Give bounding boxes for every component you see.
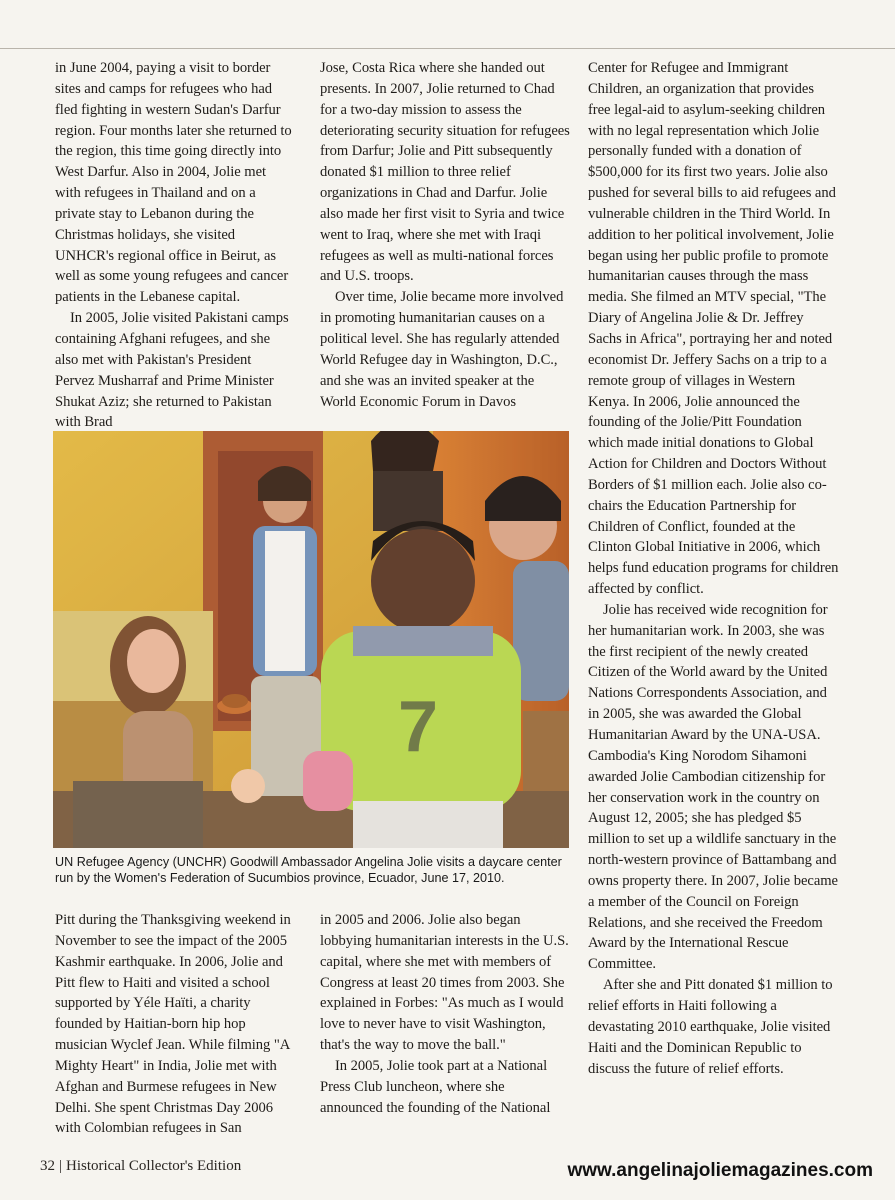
publication-name: Historical Collector's Edition <box>66 1158 242 1174</box>
paragraph: Center for Refugee and Immigrant Children, an organization that provides free legal-aid to asylum-seeking children with no legal representation which Jolie personally funded with a donation of $500,000 for its first two years. Jolie also pushed for several bills to aid refugees and vulnerable children in the Third World. In addition to her political involvement, Jolie began using her public profile to promote humanitarian causes through the mass media. She filmed an MTV special, "The Diary of Angelina Jolie & Dr. Jeffrey Sachs in Africa", portraying her and noted economist Dr. Jeffery Sachs on a trip to a remote group of villages in Western Kenya. In 2006, Jolie announced the founding of the Jolie/Pitt Foundation which made initial donations to Global Action for Children and Doctors Without Borders of $1 million each. Jolie also co-chairs the Education Partnership for Children of Conflict, founded at the Clinton Global Initiative in 2006, which helps fund education programs for children affected by conflict. <box>588 60 839 598</box>
page-footer <box>40 1158 241 1175</box>
column-3 <box>588 58 840 1079</box>
daycare-photo-illustration <box>53 431 569 848</box>
paragraph: In 2005, Jolie took part at a National Press Club luncheon, where she announced the founding of the National <box>320 1057 551 1116</box>
paragraph: Jolie has received wide recognition for her humanitarian work. In 2003, she was the first recipient of the newly created Citizen of the World award by the United Nations Correspondents Association, and in 2005, she was awarded the Global Humanitarian Award by the UNA-USA. Cambodia's King Norodom Sihamoni awarded Jolie Cambodian citizenship for her conservation work in the country on August 12, 2005; she has pledged $5 million to set up a wildlife sanctuary in the north-western province of Battambang and owns property there. In 2007, Jolie became a member of the Council on Foreign Relations, and she received the Freedom Award by the International Rescue Committee. <box>588 601 838 973</box>
paragraph: In 2005, Jolie visited Pakistani camps containing Afghani refugees, and she also met with Pakistan's President Pervez Musharraf and Prime Minister Shukat Aziz; she returned to Pakistan with Brad <box>55 310 289 431</box>
paragraph: Over time, Jolie became more involved in promoting humanitarian causes on a political level. She has regularly attended World Refugee day in Washington, D.C., and she was an invited speaker at the World Economic Forum in Davos <box>320 289 564 410</box>
website-watermark: www.angelinajoliemagazines.com <box>567 1160 873 1181</box>
feature-photo <box>53 431 569 848</box>
top-rule <box>0 48 895 49</box>
svg-text:7: 7 <box>398 687 439 767</box>
column-1-bottom <box>55 910 300 1139</box>
paragraph: Pitt during the Thanksgiving weekend in November to see the impact of the 2005 Kashmir earthquake. In 2006, Jolie and Pitt flew to Haiti and visited a school supported by Yéle Haïti, a charity founded by Haitian-born hip hop musician Wyclef Jean. While filming "A Mighty Heart" in India, Jolie met with Afghan and Burmese refugees in New Delhi. She spent Christmas Day 2006 with Colombian refugees in San <box>55 912 291 1137</box>
paragraph: in June 2004, paying a visit to border sites and camps for refugees who had fled fighting in western Sudan's Darfur region. Four months later she returned to the region, this time going directly into West Darfur. Also in 2004, Jolie met with refugees in Thailand and on a private stay to Lebanon during the Christmas holidays, she visited UNHCR's regional office in Beirut, as well as some young refugees and cancer patients in the Lebanese capital. <box>55 60 292 306</box>
column-2-top <box>320 58 572 412</box>
paragraph: After she and Pitt donated $1 million to relief efforts in Haiti following a devastating 2010 earthquake, Jolie visited Haiti and the Dominican Republic to discuss the future of relief efforts. <box>588 977 833 1077</box>
paragraph: in 2005 and 2006. Jolie also began lobbying humanitarian interests in the U.S. capital, where she met with members of Congress at least 20 times from 2003. She explained in Forbes: "As much as I would love to never have to visit Washington, that's the way to move the ball." <box>320 912 569 1054</box>
photo-caption: UN Refugee Agency (UNCHR) Goodwill Ambassador Angelina Jolie visits a daycare center run by the Women's Federation of Sucumbios province, Ecuador, June 17, 2010. <box>55 855 562 885</box>
page-number: 32 <box>40 1158 55 1174</box>
folio-divider: | <box>59 1158 63 1174</box>
column-2-bottom <box>320 910 570 1118</box>
paragraph: Jose, Costa Rica where she handed out presents. In 2007, Jolie returned to Chad for a two-day mission to assess the deteriorating security situation for refugees from Darfur; Jolie and Pitt subsequently donated $1 million to three relief organizations in Chad and Darfur. Jolie also made her first visit to Syria and twice went to Iraq, where she met with Iraqi refugees as well as multi-national forces and U.S. troops. <box>320 60 570 285</box>
column-1-top <box>55 58 293 433</box>
